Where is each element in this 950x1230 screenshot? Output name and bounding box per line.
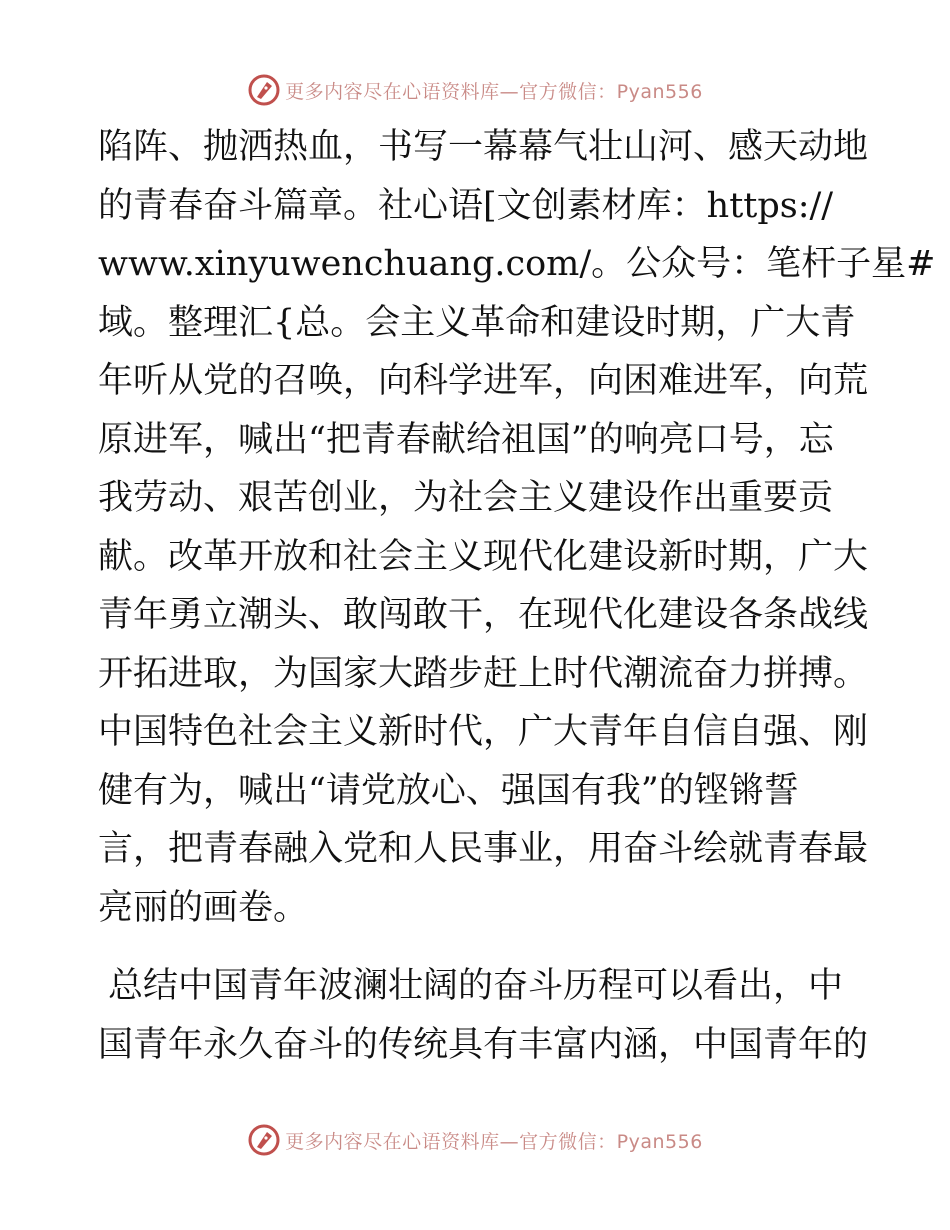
text-line: 国青年永久奋斗的传统具有丰富内涵，中国青年的	[98, 1024, 869, 1065]
text-line: 健有为，喊出“请党放心、强国有我”的铿锵誓	[98, 770, 799, 811]
text-line: 域。整理汇{总。会主义革命和建设时期，广大青	[98, 302, 856, 343]
text-line: 言，把青春融入党和人民事业，用奋斗绘就青春最	[98, 829, 869, 869]
text-line: 中国特色社会主义新时代，广大青年自信自强、刚	[98, 712, 869, 752]
pen-nib-icon	[247, 73, 281, 107]
text-line: 年听从党的召唤，向科学进军，向困难进军，向荒	[98, 361, 869, 401]
banner-text: 更多内容尽在心语资料库—官方微信：Pyan556	[285, 1130, 703, 1153]
text-line: 我劳动、艰苦创业，为社会主义建设作出重要贡	[98, 478, 834, 518]
text-line: 亮丽的画卷。	[98, 887, 309, 928]
text-line: 的青春奋斗篇章。社心语[文创素材库：https://	[98, 185, 834, 226]
banner-text: 更多内容尽在心语资料库—官方微信：Pyan556	[285, 80, 703, 103]
header-banner	[0, 68, 950, 112]
footer-banner	[0, 1118, 950, 1162]
text-line: www.xinyuwenchuang.com/。公众号：笔杆子星#	[98, 244, 936, 284]
text-line: 原进军，喊出“把青春献给祖国”的响亮口号，忘	[98, 419, 834, 460]
pen-nib-icon	[247, 1123, 281, 1157]
text-line: 陷阵、抛洒热血，书写一幕幕气壮山河、感天动地	[98, 127, 869, 167]
paragraph-2	[98, 957, 869, 1074]
document-body	[98, 118, 936, 1074]
paragraph-gap	[98, 937, 850, 957]
text-line: 总结中国青年波澜壮阔的奋斗历程可以看出，中	[108, 966, 844, 1006]
text-line: 开拓进取，为国家大踏步赶上时代潮流奋力拼搏。	[98, 653, 869, 694]
text-line: 青年勇立潮头、敢闯敢干，在现代化建设各条战线	[98, 595, 869, 635]
text-line: 献。改革开放和社会主义现代化建设新时期，广大	[98, 536, 869, 577]
paragraph-1	[98, 118, 936, 937]
